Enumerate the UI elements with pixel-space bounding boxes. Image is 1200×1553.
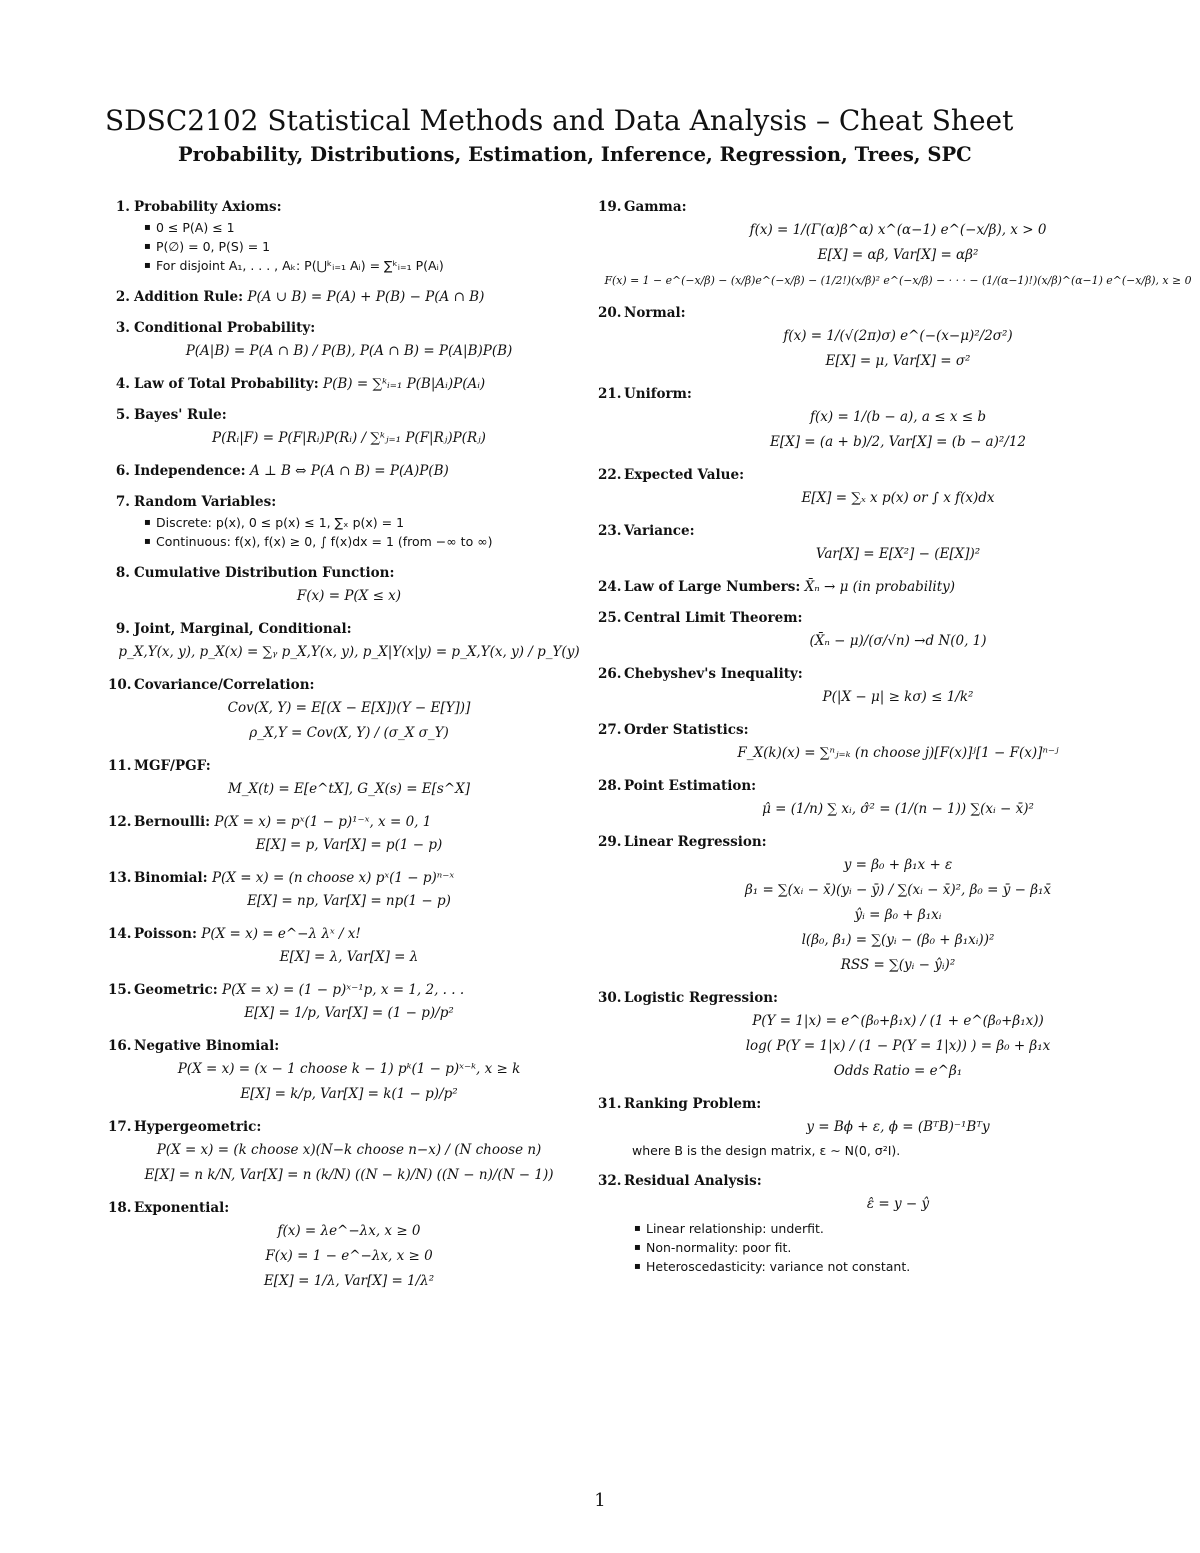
section-number: 15. [108, 982, 132, 998]
section-heading [598, 467, 1198, 484]
section [108, 289, 590, 306]
section-heading [598, 722, 1198, 739]
section-number: 14. [108, 926, 132, 942]
section [598, 1096, 1198, 1159]
display-formula: E[X] = k/p, Var[X] = k(1 − p)/p² [240, 1086, 458, 1102]
section [598, 199, 1198, 291]
display-formula: RSS = ∑(yᵢ − ŷᵢ)² [840, 957, 956, 973]
display-formula: ε̂ = y − ŷ [866, 1196, 930, 1212]
section-number: 16. [108, 1038, 132, 1054]
section-name: Expected Value: [624, 467, 745, 483]
section [108, 870, 590, 912]
section [598, 834, 1198, 976]
section-name: Joint, Marginal, Conditional: [134, 621, 352, 637]
section-heading [598, 1173, 1198, 1190]
display-formula: β₁ = ∑(xᵢ − x̄)(yᵢ − ȳ) / ∑(xᵢ − x̄)², β₀ = ȳ − β₁x̄ [744, 882, 1052, 898]
section [108, 407, 590, 449]
bullet-item: ▪ Continuous: f(x), f(x) ≥ 0, ∫ f(x)dx = 1 (from −∞ to ∞) [156, 532, 590, 551]
section-number: 25. [598, 610, 622, 626]
section-number: 20. [598, 305, 622, 321]
display-formula: f(x) = 1/(b − a), a ≤ x ≤ b [810, 409, 986, 425]
right-column [598, 199, 1198, 1290]
display-formula: F_X(k)(x) = ∑ⁿⱼ₌ₖ (n choose j)[F(x)]ʲ[1 − F(x)]ⁿ⁻ʲ [737, 745, 1059, 761]
display-formula: (X̄ₙ − μ)/(σ/√n) →d N(0, 1) [809, 633, 987, 649]
section-number: 22. [598, 467, 622, 483]
section-note: where B is the design matrix, ε ∼ N(0, σ²I). [632, 1143, 901, 1158]
section-heading [108, 621, 590, 638]
section-name: Negative Binomial: [134, 1038, 280, 1054]
section-name: Bernoulli: [134, 814, 211, 830]
section-heading [598, 666, 1198, 683]
display-formula: ŷᵢ = β₀ + β₁xᵢ [854, 907, 942, 923]
section-heading [108, 1119, 590, 1136]
section-name: Binomial: [134, 870, 208, 886]
section-name: Cumulative Distribution Function: [134, 565, 395, 581]
section [108, 926, 590, 968]
section [598, 722, 1198, 764]
section [598, 523, 1198, 565]
section-name: Residual Analysis: [624, 1173, 762, 1189]
section-heading [598, 199, 1198, 216]
section-number: 28. [598, 778, 622, 794]
section-number: 10. [108, 677, 132, 693]
section-name: Independence: [134, 463, 246, 479]
section-heading [598, 610, 1198, 627]
section-heading [598, 778, 1198, 795]
bullet-item: ▪ P(∅) = 0, P(S) = 1 [156, 237, 590, 256]
section-inline-formula: P(X = x) = (n choose x) pˣ(1 − p)ⁿ⁻ˣ [211, 870, 455, 886]
display-formula: Odds Ratio = e^β₁ [833, 1063, 963, 1079]
bullet-list [156, 513, 590, 551]
display-formula: E[X] = αβ, Var[X] = αβ² [817, 247, 979, 263]
document-subtitle: Probability, Distributions, Estimation, Inference, Regression, Trees, SPC [178, 143, 972, 166]
section-name: Uniform: [624, 386, 692, 402]
display-formula: P(Rᵢ|F) = P(F|Rᵢ)P(Rᵢ) / ∑ᵏⱼ₌₁ P(F|Rⱼ)P(Rⱼ) [212, 430, 486, 446]
section [108, 814, 590, 856]
section [108, 758, 590, 800]
section-heading [598, 579, 1198, 596]
section-number: 6. [115, 463, 130, 479]
bullet-item: ▪ Discrete: p(x), 0 ≤ p(x) ≤ 1, ∑ₓ p(x) = 1 [156, 513, 590, 532]
section-number: 32. [598, 1173, 622, 1189]
section-number: 13. [108, 870, 132, 886]
section-number: 21. [598, 386, 622, 402]
section-heading [108, 982, 590, 999]
section-heading [598, 305, 1198, 322]
section-heading [108, 320, 590, 337]
display-formula: μ̂ = (1/n) ∑ xᵢ, σ̂² = (1/(n − 1)) ∑(xᵢ − x̄)² [762, 801, 1034, 817]
section-inline-formula: P(X = x) = e^−λ λˣ / x! [201, 926, 361, 942]
section-number: 4. [115, 376, 130, 392]
section-heading [598, 386, 1198, 403]
section-name: Normal: [624, 305, 686, 321]
section-heading [108, 463, 590, 480]
section [108, 982, 590, 1024]
section [598, 386, 1198, 453]
section-heading [108, 199, 590, 216]
section-heading [598, 990, 1198, 1007]
section-name: Probability Axioms: [134, 199, 282, 215]
section-name: Bayes' Rule: [134, 407, 227, 423]
left-column [108, 199, 590, 1306]
section-heading [108, 1038, 590, 1055]
display-formula: p_X,Y(x, y), p_X(x) = ∑ᵧ p_X,Y(x, y), p_X|Y(x|y) = p_X,Y(x, y) / p_Y(y) [118, 644, 580, 660]
section-name: Point Estimation: [624, 778, 757, 794]
section-heading [108, 494, 590, 511]
display-formula: Cov(X, Y) = E[(X − E[X])(Y − E[Y])] [227, 700, 471, 716]
section-number: 30. [598, 990, 622, 1006]
display-formula: E[X] = (a + b)/2, Var[X] = (b − a)²/12 [769, 434, 1027, 450]
section-name: Covariance/Correlation: [134, 677, 315, 693]
section-name: Random Variables: [134, 494, 277, 510]
display-formula: E[X] = n k/N, Var[X] = n (k/N) ((N − k)/N) ((N − n)/(N − 1)) [144, 1167, 554, 1183]
section-number: 12. [108, 814, 132, 830]
display-formula: log( P(Y = 1|x) / (1 − P(Y = 1|x)) ) = β₀ + β₁x [745, 1038, 1051, 1054]
section-heading [108, 870, 590, 887]
section-inline-formula: P(A ∪ B) = P(A) + P(B) − P(A ∩ B) [247, 289, 485, 305]
section [598, 778, 1198, 820]
display-formula: E[X] = 1/λ, Var[X] = 1/λ² [263, 1273, 435, 1289]
section [108, 199, 590, 275]
section-name: Gamma: [624, 199, 687, 215]
section-name: Conditional Probability: [134, 320, 316, 336]
section-number: 17. [108, 1119, 132, 1135]
display-formula: y = Bϕ + ε, ϕ = (BᵀB)⁻¹Bᵀy [806, 1119, 990, 1135]
section-number: 11. [108, 758, 132, 774]
section-number: 29. [598, 834, 622, 850]
section-number: 8. [115, 565, 130, 581]
page-number: 1 [594, 1490, 606, 1511]
display-formula: ρ_X,Y = Cov(X, Y) / (σ_X σ_Y) [249, 725, 449, 741]
section-name: Geometric: [134, 982, 218, 998]
section-heading [598, 834, 1198, 851]
section-heading [108, 926, 590, 943]
section-name: Exponential: [134, 1200, 230, 1216]
section-name: Linear Regression: [624, 834, 767, 850]
section-name: MGF/PGF: [134, 758, 211, 774]
section-heading [108, 407, 590, 424]
display-formula: l(β₀, β₁) = ∑(yᵢ − (β₀ + β₁xᵢ))² [801, 932, 995, 948]
section-name: Ranking Problem: [624, 1096, 762, 1112]
section-inline-formula: P(X = x) = pˣ(1 − p)¹⁻ˣ, x = 0, 1 [214, 814, 432, 830]
display-formula: E[X] = λ, Var[X] = λ [279, 949, 419, 965]
section [598, 305, 1198, 372]
section-name: Variance: [624, 523, 695, 539]
display-formula: F(x) = P(X ≤ x) [296, 588, 402, 604]
section-name: Law of Total Probability: [134, 376, 319, 392]
section-heading [598, 523, 1198, 540]
display-formula: E[X] = μ, Var[X] = σ² [825, 353, 971, 369]
section-number: 1. [115, 199, 130, 215]
section [108, 677, 590, 744]
display-formula: E[X] = p, Var[X] = p(1 − p) [255, 837, 443, 853]
section [108, 1038, 590, 1105]
section-number: 19. [598, 199, 622, 215]
section [108, 463, 590, 480]
display-formula: P(Y = 1|x) = e^(β₀+β₁x) / (1 + e^(β₀+β₁x)) [752, 1013, 1044, 1029]
section-name: Central Limit Theorem: [624, 610, 803, 626]
section [108, 1200, 590, 1292]
section-heading [108, 1200, 590, 1217]
section-heading [108, 814, 590, 831]
section-name: Poisson: [134, 926, 197, 942]
display-formula: f(x) = 1/(√(2π)σ) e^(−(x−μ)²/2σ²) [783, 328, 1013, 344]
display-formula: f(x) = 1/(Γ(α)β^α) x^(α−1) e^(−x/β), x > 0 [749, 222, 1047, 238]
section [108, 565, 590, 607]
section-number: 18. [108, 1200, 132, 1216]
section-inline-formula: P(B) = ∑ᵏᵢ₌₁ P(B|Aᵢ)P(Aᵢ) [323, 376, 486, 392]
section [108, 494, 590, 551]
section [108, 320, 590, 362]
section [598, 610, 1198, 652]
bullet-list [646, 1219, 1198, 1276]
display-formula: P(X = x) = (x − 1 choose k − 1) pᵏ(1 − p)ˣ⁻ᵏ, x ≥ k [177, 1061, 521, 1077]
section [598, 467, 1198, 509]
display-formula: P(A|B) = P(A ∩ B) / P(B), P(A ∩ B) = P(A|B)P(B) [185, 343, 513, 359]
section-heading [108, 289, 590, 306]
bullet-item: ▪ Linear relationship: underfit. [646, 1219, 1198, 1238]
display-formula: P(X = x) = (k choose x)(N−k choose n−x) / (N choose n) [156, 1142, 542, 1158]
display-formula: P(|X − μ| ≥ kσ) ≤ 1/k² [822, 689, 974, 705]
section-number: 2. [115, 289, 130, 305]
section-name: Hypergeometric: [134, 1119, 262, 1135]
section [598, 990, 1198, 1082]
section-inline-formula: X̄ₙ → μ (in probability) [804, 579, 956, 595]
section-heading [108, 758, 590, 775]
bullet-list [156, 218, 590, 275]
section [108, 1119, 590, 1186]
section-name: Law of Large Numbers: [624, 579, 801, 595]
section-name: Chebyshev's Inequality: [624, 666, 803, 682]
section-number: 7. [115, 494, 130, 510]
section-number: 27. [598, 722, 622, 738]
display-formula: f(x) = λe^−λx, x ≥ 0 [277, 1223, 421, 1239]
display-formula: E[X] = 1/p, Var[X] = (1 − p)/p² [244, 1005, 454, 1021]
section [598, 666, 1198, 708]
section-heading [108, 376, 590, 393]
display-formula: F(x) = 1 − e^−λx, x ≥ 0 [265, 1248, 433, 1264]
section [598, 579, 1198, 596]
section [108, 376, 590, 393]
bullet-item: ▪ 0 ≤ P(A) ≤ 1 [156, 218, 590, 237]
section [598, 1173, 1198, 1276]
display-formula: y = β₀ + β₁x + ε [843, 857, 953, 873]
display-formula: M_X(t) = E[e^tX], G_X(s) = E[s^X] [227, 781, 471, 797]
section-name: Logistic Regression: [624, 990, 779, 1006]
section-inline-formula: P(X = x) = (1 − p)ˣ⁻¹p, x = 1, 2, . . . [221, 982, 465, 998]
display-formula: F(x) = 1 − e^(−x/β) − (x/β)e^(−x/β) − (1/2!)(x/β)² e^(−x/β) − · · · − (1/(α−1)!)(x/β)^(α−1) e^(−x/β), x ≥ 0 [604, 274, 1192, 287]
section-number: 24. [598, 579, 622, 595]
display-formula: E[X] = ∑ₓ x p(x) or ∫ x f(x)dx [801, 490, 995, 506]
section-heading [108, 565, 590, 582]
display-formula: Var[X] = E[X²] − (E[X])² [815, 546, 981, 562]
document-title: SDSC2102 Statistical Methods and Data Analysis – Cheat Sheet [105, 104, 1014, 137]
section-number: 9. [115, 621, 130, 637]
section-number: 3. [115, 320, 130, 336]
bullet-item: ▪ Heteroscedasticity: variance not constant. [646, 1257, 1198, 1276]
section-name: Order Statistics: [624, 722, 749, 738]
section-heading [108, 677, 590, 694]
section-heading [598, 1096, 1198, 1113]
section-name: Addition Rule: [134, 289, 244, 305]
display-formula: E[X] = np, Var[X] = np(1 − p) [247, 893, 451, 909]
section [108, 621, 590, 663]
bullet-item: ▪ Non-normality: poor fit. [646, 1238, 1198, 1257]
section-number: 23. [598, 523, 622, 539]
section-number: 5. [115, 407, 130, 423]
bullet-item: ▪ For disjoint A₁, . . . , Aₖ: P(⋃ᵏᵢ₌₁ Aᵢ) = ∑ᵏᵢ₌₁ P(Aᵢ) [156, 256, 590, 275]
section-number: 31. [598, 1096, 622, 1112]
section-number: 26. [598, 666, 622, 682]
section-inline-formula: A ⊥ B ⇔ P(A ∩ B) = P(A)P(B) [249, 463, 449, 479]
